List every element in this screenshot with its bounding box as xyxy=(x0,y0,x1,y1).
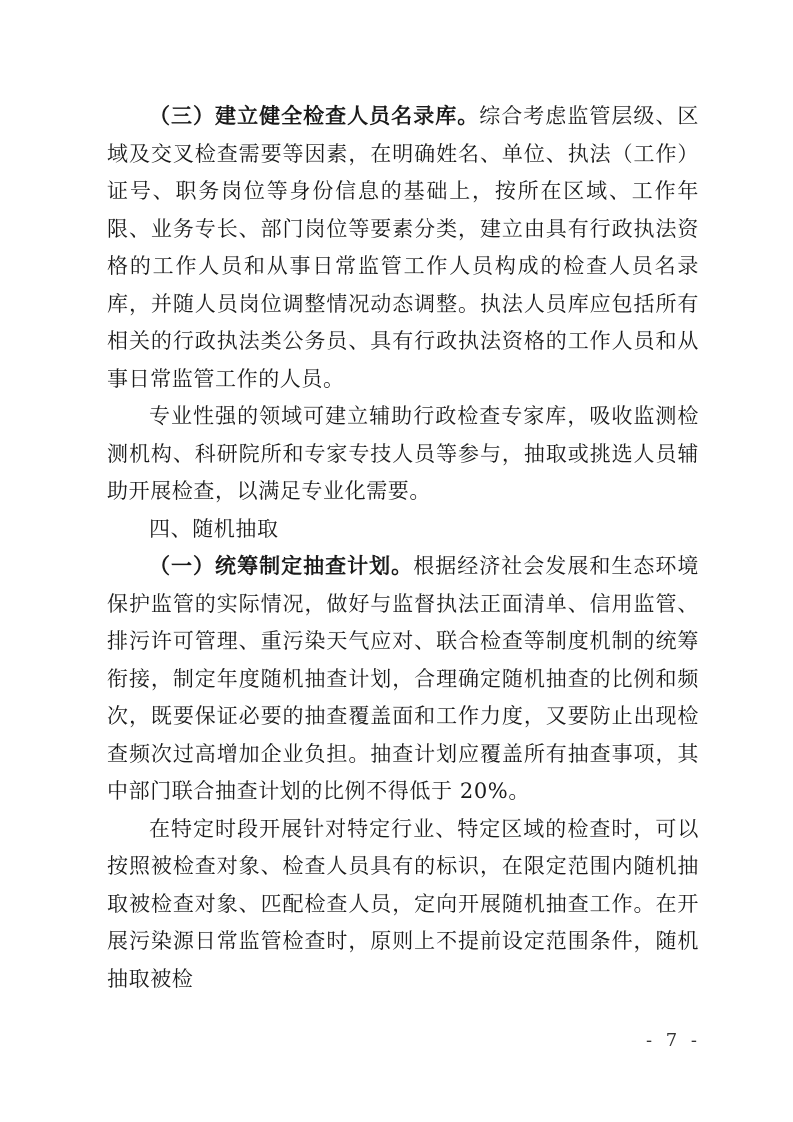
paragraph-text: 综合考虑监管层级、区域及交叉检查需要等因素，在明确姓名、单位、执法（工作）证号、职务岗位等身份信息的基础上，按所在区域、工作年限、业务专长、部门岗位等要素分类，建立由具有行政执法资格的工作人员和从事日常监管工作人员构成的检查人员名录库，并随人员岗位调整情况动态调整。执法人员库应包括所有相关的行政执法类公务员、具有行政执法资格的工作人员和从事日常监管工作的人员。 xyxy=(107,104,699,391)
document-body xyxy=(107,98,699,998)
paragraph-heading: （一）统筹制定抽查计划。 xyxy=(149,554,414,578)
paragraph-expert-pool xyxy=(107,398,699,511)
paragraph-heading: （三）建立健全检查人员名录库。 xyxy=(149,104,480,128)
paragraph-text: 根据经济社会发展和生态环境保护监管的实际情况，做好与监督执法正面清单、信用监管、排污许可管理、重污染天气应对、联合检查等制度机制的统筹衔接，制定年度随机抽查计划，合理确定随机抽查的比例和频次，既要保证必要的抽查覆盖面和工作力度，又要防止出现检查频次过高增加企业负担。抽查计划应覆盖所有抽查事项，其中部门联合抽查计划的比例不得低于 20%。 xyxy=(107,554,699,803)
section-heading: 四、随机抽取 xyxy=(149,516,279,541)
paragraph-personnel-roster xyxy=(107,98,699,398)
paragraph-text: 在特定时段开展针对特定行业、特定区域的检查时，可以按照被检查对象、检查人员具有的标识，在限定范围内随机抽取被检查对象、匹配检查人员，定向开展随机抽查工作。在开展污染源日常监管检查时，原则上不提前设定范围条件，随机抽取被检 xyxy=(107,816,699,991)
paragraph-targeted-inspection xyxy=(107,811,699,999)
paragraph-text: 专业性强的领域可建立辅助行政检查专家库，吸收监测检测机构、科研院所和专家专技人员等参与，抽取或挑选人员辅助开展检查，以满足专业化需要。 xyxy=(107,404,699,503)
page-number: - 7 - xyxy=(645,1030,701,1051)
paragraph-inspection-plan xyxy=(107,548,699,811)
